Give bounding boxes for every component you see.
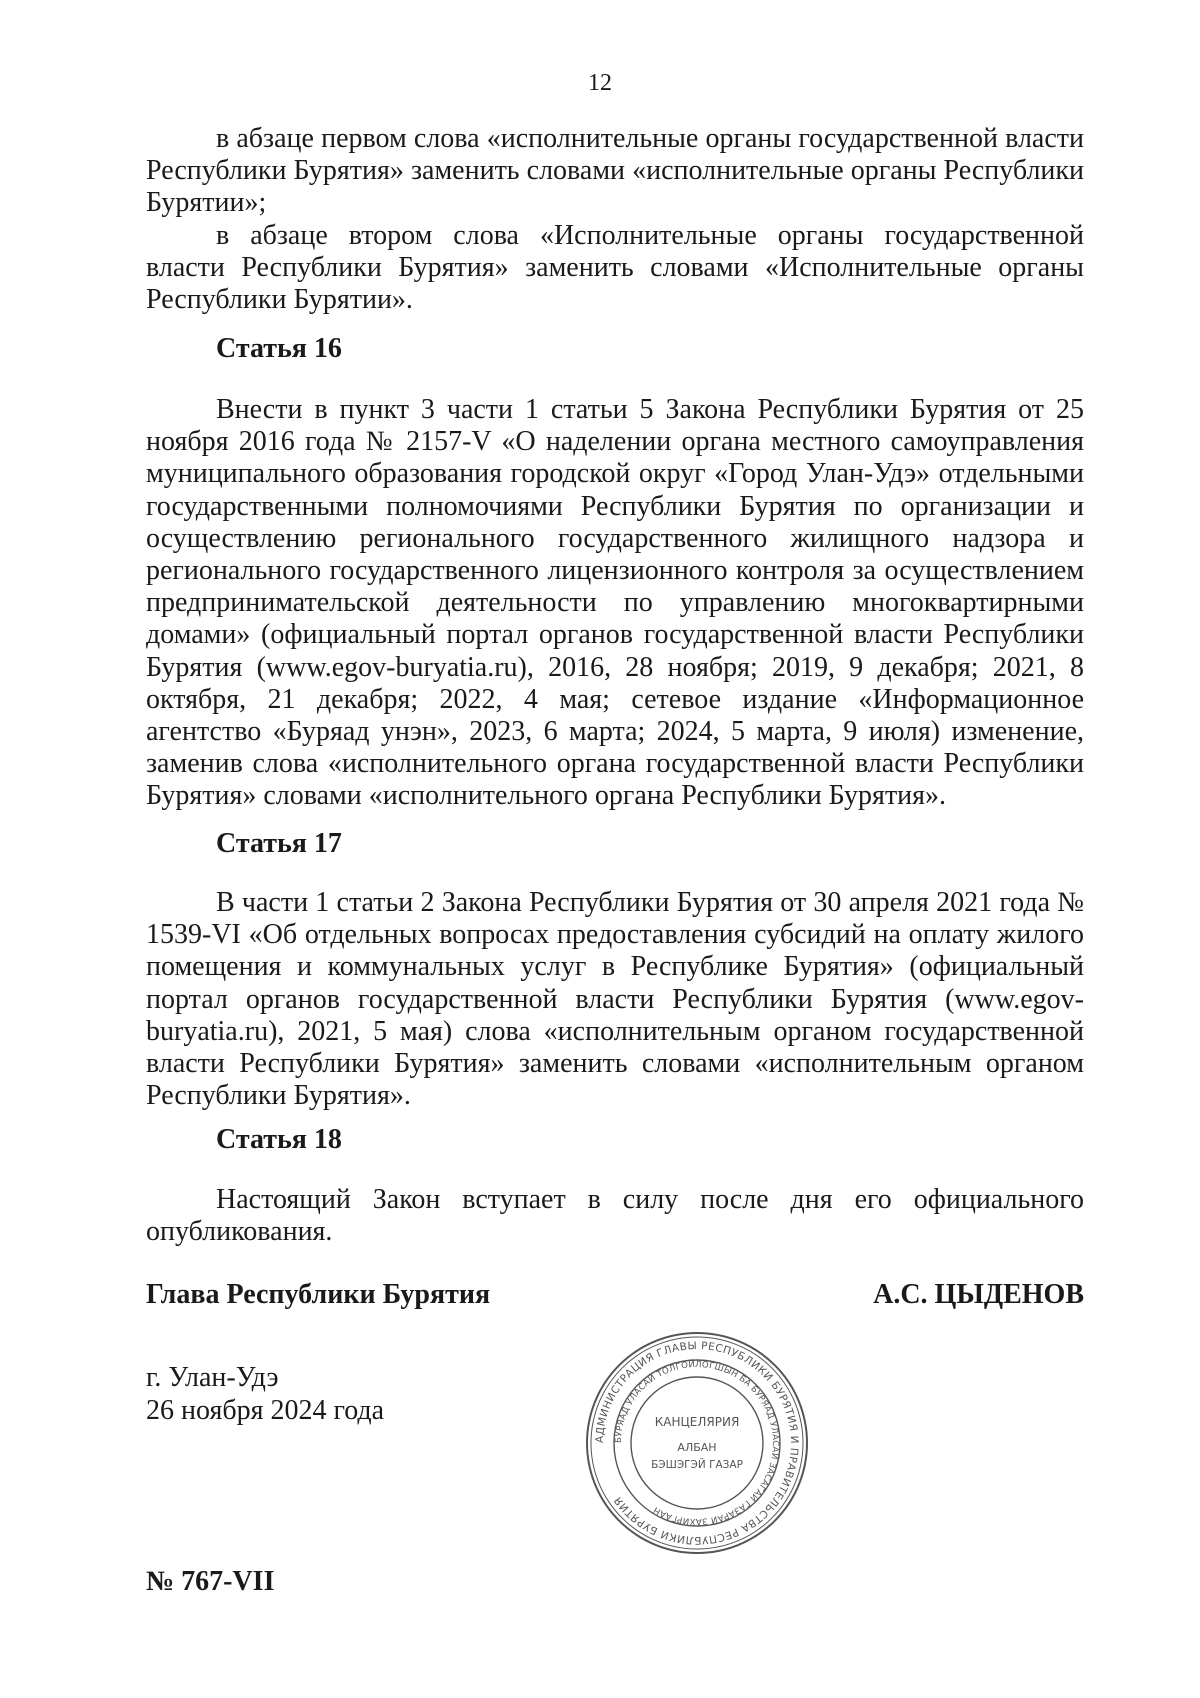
seal-line-3: БЭШЭГЭЙ ГАЗАР xyxy=(651,1459,743,1471)
official-seal xyxy=(584,1330,810,1556)
seal-outer-text: АДМИНИСТРАЦИЯ ГЛАВЫ РЕСПУБЛИКИ БУРЯТИЯ И ПРАВИТЕЛЬСТВА РЕСПУБЛИКИ БУРЯТИЯ xyxy=(593,1339,801,1547)
article-16-title: Статья 16 xyxy=(216,333,342,364)
place-of-signing: г. Улан-Удэ xyxy=(146,1362,279,1393)
intro-amendments xyxy=(146,123,1084,316)
article-18-text: Настоящий Закон вступает в силу после дня его официального опубликования. xyxy=(146,1184,1084,1248)
signatory-name: А.С. ЦЫДЕНОВ xyxy=(873,1279,1084,1310)
seal-line-1: КАНЦЕЛЯРИЯ xyxy=(654,1415,740,1429)
signatory-position: Глава Республики Бурятия xyxy=(146,1279,491,1310)
signing-date: 26 ноября 2024 года xyxy=(146,1395,385,1426)
page-number: 12 xyxy=(588,70,612,96)
article-18-body xyxy=(146,1184,1084,1248)
intro-paragraph-2: в абзаце втором слова «Исполнительные органы государственной власти Республики Бурятия» заменить словами «Исполнительные органы Республики Бурятии». xyxy=(146,219,1084,316)
article-18-title: Статья 18 xyxy=(216,1124,342,1155)
article-17-text: В части 1 статьи 2 Закона Республики Бурятия от 30 апреля 2021 года № 1539-VI «Об отдельных вопросах предоставления субсидий на оплату жилого помещения и коммунальных услуг в Республике Бурятия» (официальный портал органов государственной власти Республики Бурятия (www.egov-buryatia.ru), 2021, 5 мая) слова «исполнительным органом государственной власти Республики Бурятия» заменить словами «исполнительным органом Республики Бурятия». xyxy=(146,887,1084,1112)
article-16-body xyxy=(146,394,1084,813)
article-17-body xyxy=(146,887,1084,1112)
law-number: № 767-VII xyxy=(146,1566,275,1597)
seal-inner-ring-text: БУРЯАД УЛАСАЙ ТОЛГОЙЛОГШЫН БА БУРЯАД УЛАСАЙ ЗАСАГАЙ ГАЗАРАЙ ЗАХИРГААН xyxy=(613,1359,781,1527)
intro-paragraph-1: в абзаце первом слова «исполнительные органы государственной власти Республики Бурятия» заменить словами «исполнительные органы Республики Бурятии»; xyxy=(146,123,1084,219)
article-17-title: Статья 17 xyxy=(216,828,342,859)
seal-line-2: АЛБАН xyxy=(677,1441,717,1454)
article-16-text: Внести в пункт 3 части 1 статьи 5 Закона Республики Бурятия от 25 ноября 2016 года № 2157-V «О наделении органа местного самоуправления муниципального образования городской округ «Город Улан-Удэ» отдельными государственными полномочиями Республики Бурятия по организации и осуществлению регионального государственного жилищного надзора и регионального государственного лицензионного контроля за осуществлением предпринимательской деятельности по управлению многоквартирными домами» (официальный портал органов государственной власти Республики Бурятия (www.egov-buryatia.ru), 2016, 28 ноября; 2019, 9 декабря; 2021, 8 октября, 21 декабря; 2022, 4 мая; сетевое издание «Информационное агентство «Буряад унэн», 2023, 6 марта; 2024, 5 марта, 9 июля) изменение, заменив слова «исполнительного органа государственной власти Республики Бурятия» словами «исполнительного органа Республики Бурятия». xyxy=(146,394,1084,812)
